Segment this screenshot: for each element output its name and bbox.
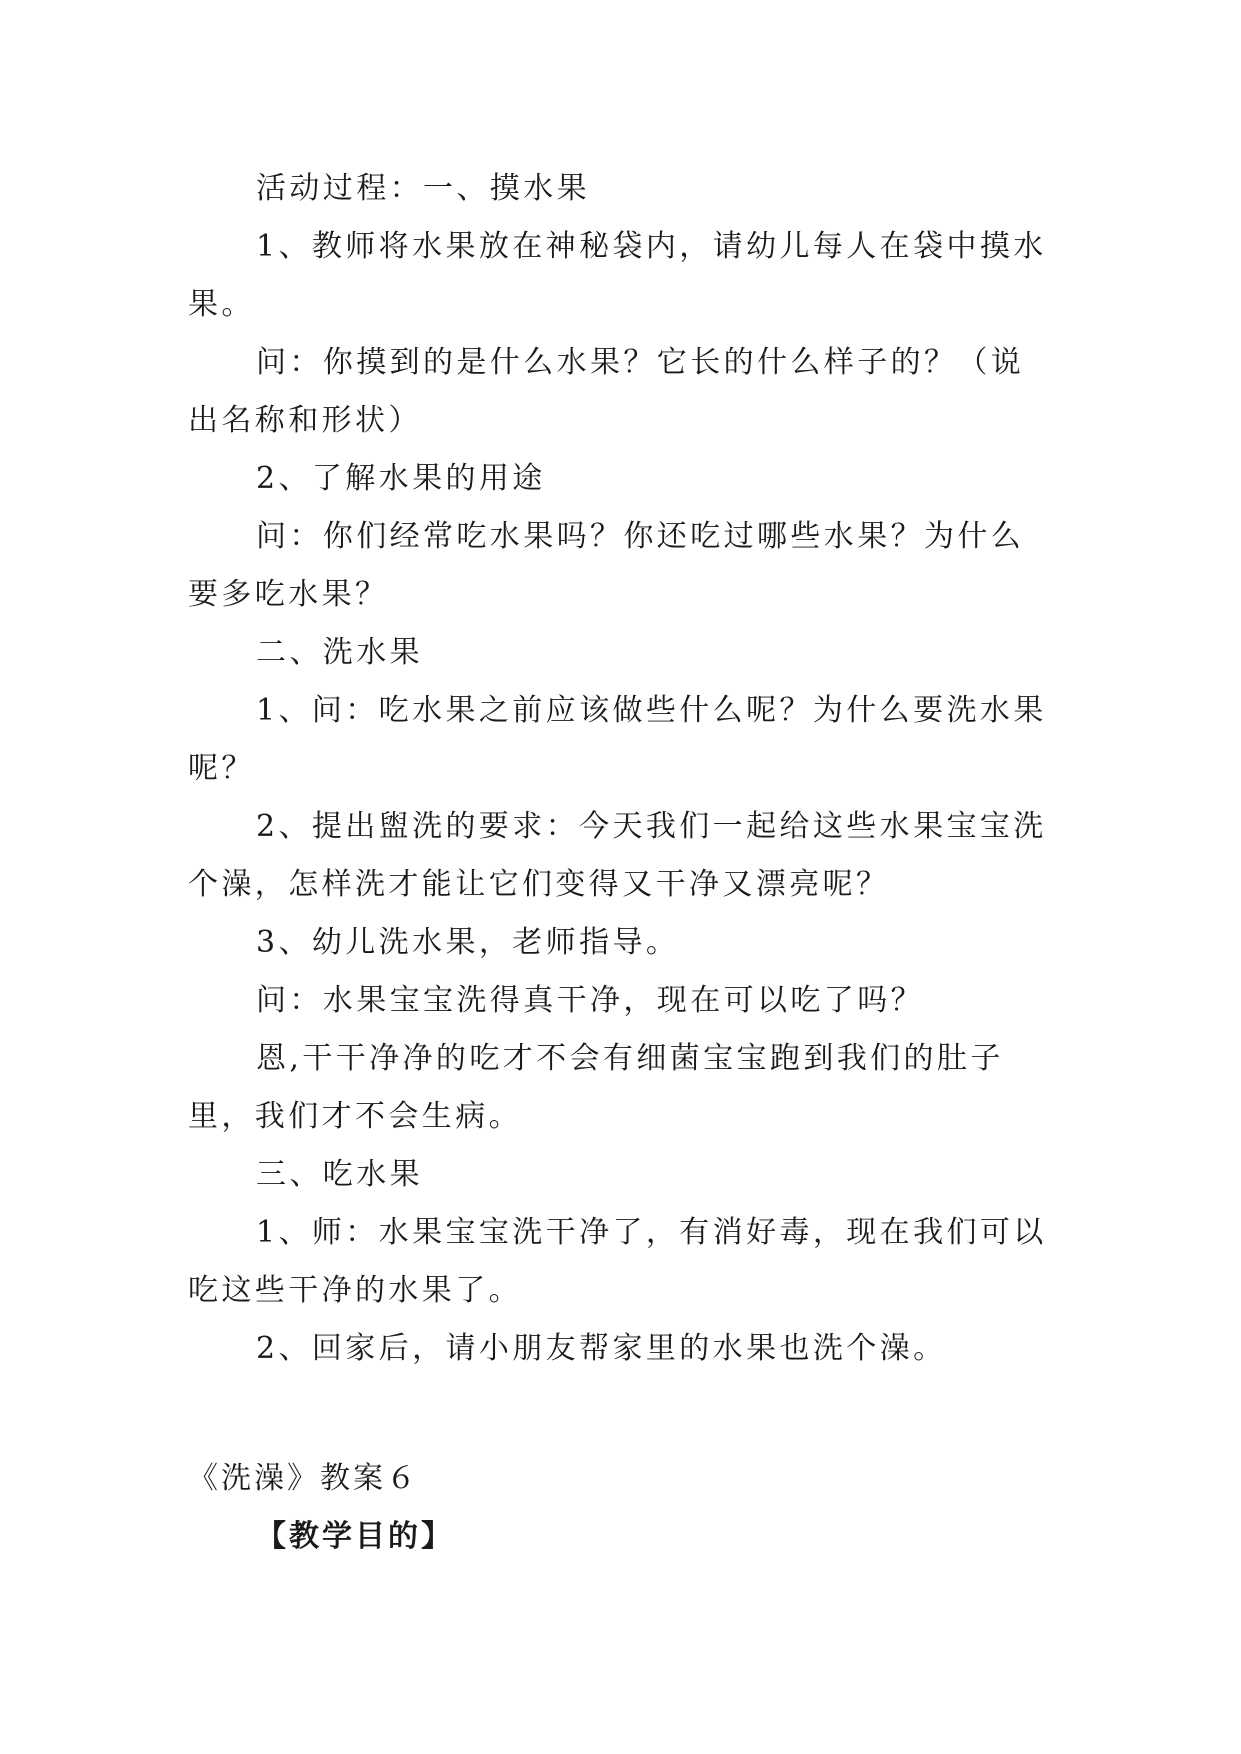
paragraph: 活动过程：一、摸水果 [256, 171, 590, 206]
paragraph: 1、师：水果宝宝洗干净了，有消好毒，现在我们可以吃这些干净的水果了。 [188, 1215, 1047, 1308]
paragraph: 1、教师将水果放在神秘袋内，请幼儿每人在袋中摸水果。 [188, 229, 1047, 322]
paragraph: 问：你摸到的是什么水果？它长的什么样子的？（说出名称和形状） [188, 345, 1025, 438]
paragraph: 二、洗水果 [256, 635, 423, 670]
paragraph: 2、回家后，请小朋友帮家里的水果也洗个澡。 [256, 1331, 947, 1366]
paragraph: 问：水果宝宝洗得真干净，现在可以吃了吗？ [256, 983, 924, 1018]
paragraph: 1、问：吃水果之前应该做些什么呢？为什么要洗水果呢？ [188, 693, 1047, 786]
paragraph: 3、幼儿洗水果，老师指导。 [256, 925, 680, 960]
section-subheading: 【教学目的】 [256, 1519, 454, 1554]
paragraph: 2、提出盥洗的要求：今天我们一起给这些水果宝宝洗个澡，怎样洗才能让它们变得又干净又漂亮呢？ [188, 809, 1047, 902]
next-section [188, 1450, 1056, 1566]
section-title: 《洗澡》教案６ [188, 1461, 419, 1496]
paragraph: 问：你们经常吃水果吗？你还吃过哪些水果？为什么要多吃水果？ [188, 519, 1025, 612]
paragraph: 三、吃水果 [256, 1157, 423, 1192]
paragraph: 2、了解水果的用途 [256, 461, 546, 496]
lesson-content [188, 160, 1056, 1378]
paragraph: 恩,干干净净的吃才不会有细菌宝宝跑到我们的肚子里，我们才不会生病。 [188, 1041, 1004, 1134]
